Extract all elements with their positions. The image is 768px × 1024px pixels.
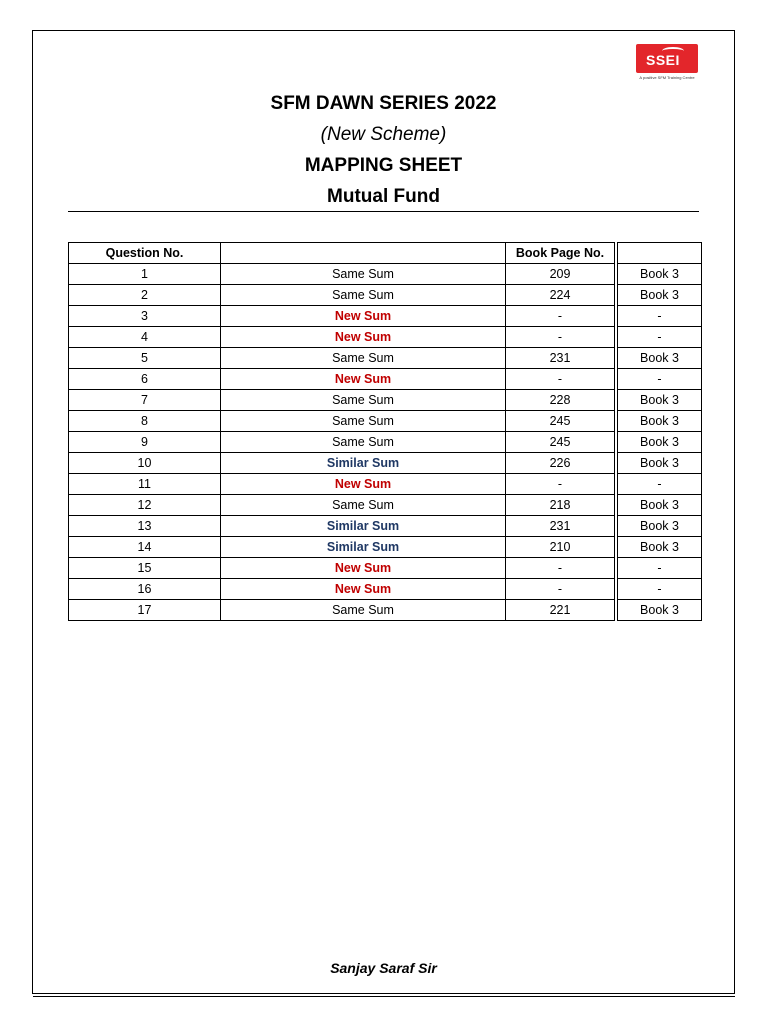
sum-type: New Sum [221,579,506,600]
question-number: 9 [69,432,221,453]
book-name: Book 3 [618,495,702,516]
question-number: 10 [69,453,221,474]
book-page-number: 231 [506,516,615,537]
question-number: 4 [69,327,221,348]
footer-author: Sanjay Saraf Sir [330,960,437,976]
book-page-number: 209 [506,264,615,285]
sum-type: New Sum [221,327,506,348]
question-number: 16 [69,579,221,600]
logo-tagline: A positive SFM Training Centre [639,75,695,80]
column-header-question: Question No. [69,243,221,264]
book-name: Book 3 [618,390,702,411]
logo-text: SSEI [646,52,680,68]
table-row [69,264,702,285]
book-page-number: 218 [506,495,615,516]
table-row [69,579,702,600]
table-row [69,390,702,411]
column-header-page: Book Page No. [506,243,615,264]
sum-type: New Sum [221,369,506,390]
book-name: - [618,327,702,348]
table-row [69,558,702,579]
book-name: - [618,306,702,327]
topic-title: Mutual Fund [327,186,440,207]
sum-type: Same Sum [221,348,506,369]
question-number: 3 [69,306,221,327]
book-name: - [618,558,702,579]
book-name: Book 3 [618,264,702,285]
book-name: - [618,474,702,495]
question-number: 2 [69,285,221,306]
question-number: 15 [69,558,221,579]
book-name: Book 3 [618,600,702,621]
column-header-book [618,243,702,264]
table-row [69,327,702,348]
book-name: Book 3 [618,537,702,558]
table-row [69,600,702,621]
book-name: Book 3 [618,453,702,474]
sum-type: Same Sum [221,411,506,432]
question-number: 13 [69,516,221,537]
table-row [69,516,702,537]
table-row [69,432,702,453]
table-row [69,474,702,495]
book-page-number: 231 [506,348,615,369]
table-row [69,285,702,306]
question-number: 7 [69,390,221,411]
sum-type: Similar Sum [221,453,506,474]
book-page-number: - [506,327,615,348]
book-page-number: 226 [506,453,615,474]
book-page-number: - [506,369,615,390]
document-title: SFM DAWN SERIES 2022 [270,93,497,114]
question-number: 14 [69,537,221,558]
table-row [69,453,702,474]
book-page-number: 224 [506,285,615,306]
mapping-table [68,242,702,621]
book-name: - [618,369,702,390]
question-number: 8 [69,411,221,432]
ssei-logo [634,44,700,80]
question-number: 5 [69,348,221,369]
book-name: Book 3 [618,516,702,537]
question-number: 11 [69,474,221,495]
sum-type: Same Sum [221,285,506,306]
book-name: Book 3 [618,348,702,369]
sum-type: Same Sum [221,432,506,453]
table-row [69,369,702,390]
table-header-row [69,243,702,264]
book-page-number: 210 [506,537,615,558]
question-number: 6 [69,369,221,390]
document-header [68,88,699,212]
book-page-number: 221 [506,600,615,621]
sheet-title: MAPPING SHEET [304,155,463,176]
question-number: 1 [69,264,221,285]
book-page-number: - [506,579,615,600]
sum-type: Similar Sum [221,537,506,558]
question-number: 17 [69,600,221,621]
column-header-type [221,243,506,264]
sum-type: New Sum [221,558,506,579]
sum-type: Same Sum [221,390,506,411]
sum-type: Same Sum [221,264,506,285]
header-divider [68,211,699,212]
book-name: - [618,579,702,600]
sum-type: Similar Sum [221,516,506,537]
book-name: Book 3 [618,411,702,432]
table-row [69,411,702,432]
sum-type: New Sum [221,306,506,327]
book-page-number: - [506,558,615,579]
book-name: Book 3 [618,432,702,453]
sum-type: Same Sum [221,495,506,516]
book-page-number: 245 [506,432,615,453]
sum-type: New Sum [221,474,506,495]
table-row [69,537,702,558]
scheme-label: (New Scheme) [320,124,447,145]
book-page-number: - [506,474,615,495]
table-row [69,348,702,369]
question-number: 12 [69,495,221,516]
book-page-number: - [506,306,615,327]
book-name: Book 3 [618,285,702,306]
table-row [69,306,702,327]
page-bottom-edge [33,993,735,997]
table-row [69,495,702,516]
sum-type: Same Sum [221,600,506,621]
logo-badge [636,44,698,73]
book-page-number: 228 [506,390,615,411]
book-page-number: 245 [506,411,615,432]
